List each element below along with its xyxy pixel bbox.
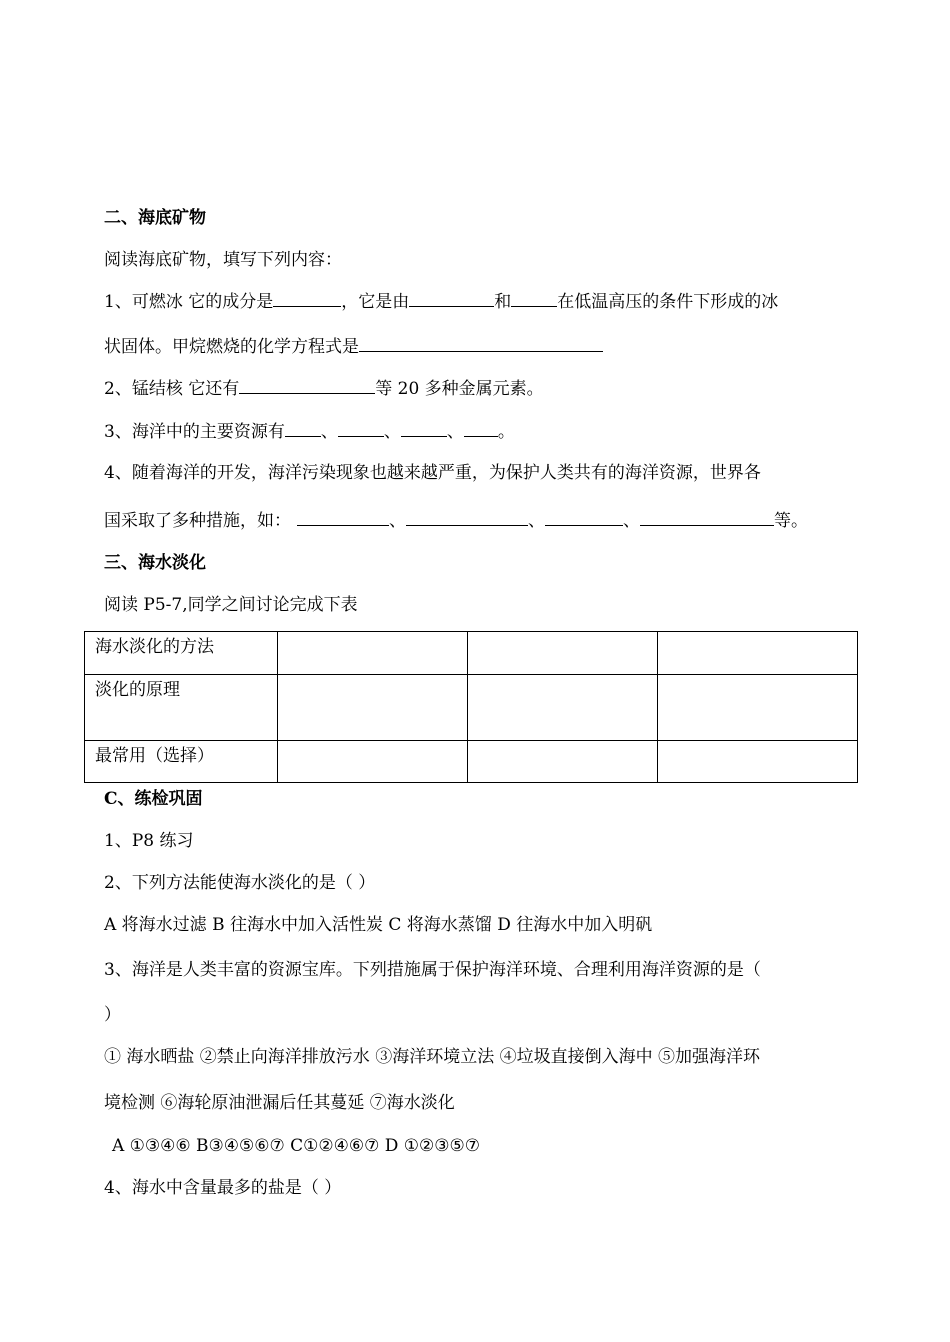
- practice-question-1: 1、P8 练习: [104, 831, 194, 851]
- question-text: 和: [494, 292, 512, 312]
- answer-blank[interactable]: [545, 509, 623, 526]
- separator: 、: [528, 511, 545, 531]
- answer-blank[interactable]: [359, 335, 603, 352]
- answer-blank[interactable]: [285, 420, 321, 437]
- question-text: 1、可燃冰 它的成分是: [104, 292, 274, 312]
- desalination-table: [84, 631, 858, 783]
- question-1-line-2: [104, 335, 603, 358]
- answer-blank[interactable]: [239, 377, 375, 394]
- answer-blank[interactable]: [511, 290, 557, 307]
- question-4-line-1: 4、随着海洋的开发，海洋污染现象也越来越严重，为保护人类共有的海洋资源，世界各: [104, 463, 761, 483]
- practice-question-2-options: A 将海水过滤 B 往海水中加入活性炭 C 将海水蒸馏 D 往海水中加入明矾: [104, 915, 653, 935]
- table-cell[interactable]: [278, 632, 468, 675]
- table-row: [85, 632, 858, 675]
- practice-question-3-items-1: ① 海水晒盐 ②禁止向海洋排放污水 ③海洋环境立法 ④垃圾直接倒入海中 ⑤加强海洋环: [104, 1047, 761, 1067]
- section-heading-seabed-minerals: 二、海底矿物: [104, 208, 206, 228]
- question-text: 在低温高压的条件下形成的冰: [557, 292, 779, 312]
- question-text: 3、海洋中的主要资源有: [104, 422, 285, 442]
- question-text: ，它是由: [341, 292, 410, 312]
- answer-blank[interactable]: [297, 509, 389, 526]
- separator: 、: [389, 511, 406, 531]
- answer-blank[interactable]: [338, 420, 384, 437]
- separator: 等。: [774, 511, 808, 531]
- question-3: [104, 420, 515, 443]
- practice-question-3-options: A ①③④⑥ B③④⑤⑥⑦ C①②④⑥⑦ D ①②③⑤⑦: [112, 1136, 480, 1156]
- table-cell[interactable]: [468, 741, 658, 783]
- question-text: 等 20 多种金属元素。: [375, 379, 544, 399]
- question-text: 国采取了多种措施，如：: [104, 511, 291, 531]
- separator: 、: [446, 422, 464, 442]
- answer-blank[interactable]: [406, 509, 528, 526]
- practice-question-3-line-2: ）: [104, 1005, 121, 1025]
- table-cell[interactable]: [658, 675, 858, 741]
- answer-blank[interactable]: [640, 509, 774, 526]
- table-cell[interactable]: [278, 741, 468, 783]
- row-header: 海水淡化的方法: [85, 632, 278, 675]
- section-heading-practice: C、练检巩固: [104, 789, 203, 809]
- question-1-line-1: [104, 290, 778, 313]
- question-4-line-2: [104, 509, 808, 532]
- row-header: 最常用（选择）: [85, 741, 278, 783]
- separator: 、: [623, 511, 640, 531]
- practice-question-3-line-1: 3、海洋是人类丰富的资源宝库。下列措施属于保护海洋环境、合理利用海洋资源的是（: [104, 960, 761, 980]
- table-cell[interactable]: [658, 741, 858, 783]
- row-header: 淡化的原理: [85, 675, 278, 741]
- practice-question-4: 4、海水中含量最多的盐是（ ）: [104, 1178, 342, 1198]
- answer-blank[interactable]: [464, 420, 498, 437]
- table-cell[interactable]: [468, 675, 658, 741]
- question-text: 状固体。甲烷燃烧的化学方程式是: [104, 337, 359, 357]
- table-row: [85, 675, 858, 741]
- separator: 。: [497, 422, 515, 442]
- question-2: [104, 377, 544, 400]
- table-cell[interactable]: [658, 632, 858, 675]
- practice-question-3-items-2: 境检测 ⑥海轮原油泄漏后任其蔓延 ⑦海水淡化: [104, 1093, 455, 1113]
- table-cell[interactable]: [278, 675, 468, 741]
- answer-blank[interactable]: [401, 420, 447, 437]
- answer-blank[interactable]: [273, 290, 341, 307]
- question-text: 2、锰结核 它还有: [104, 379, 240, 399]
- table-cell[interactable]: [468, 632, 658, 675]
- separator: 、: [383, 422, 401, 442]
- section-heading-desalination: 三、海水淡化: [104, 553, 206, 573]
- separator: 、: [320, 422, 338, 442]
- section-intro: 阅读 P5-7,同学之间讨论完成下表: [104, 595, 358, 615]
- table-row: [85, 741, 858, 783]
- section-intro: 阅读海底矿物，填写下列内容：: [104, 250, 342, 270]
- answer-blank[interactable]: [409, 290, 494, 307]
- practice-question-2: 2、下列方法能使海水淡化的是（ ）: [104, 873, 376, 893]
